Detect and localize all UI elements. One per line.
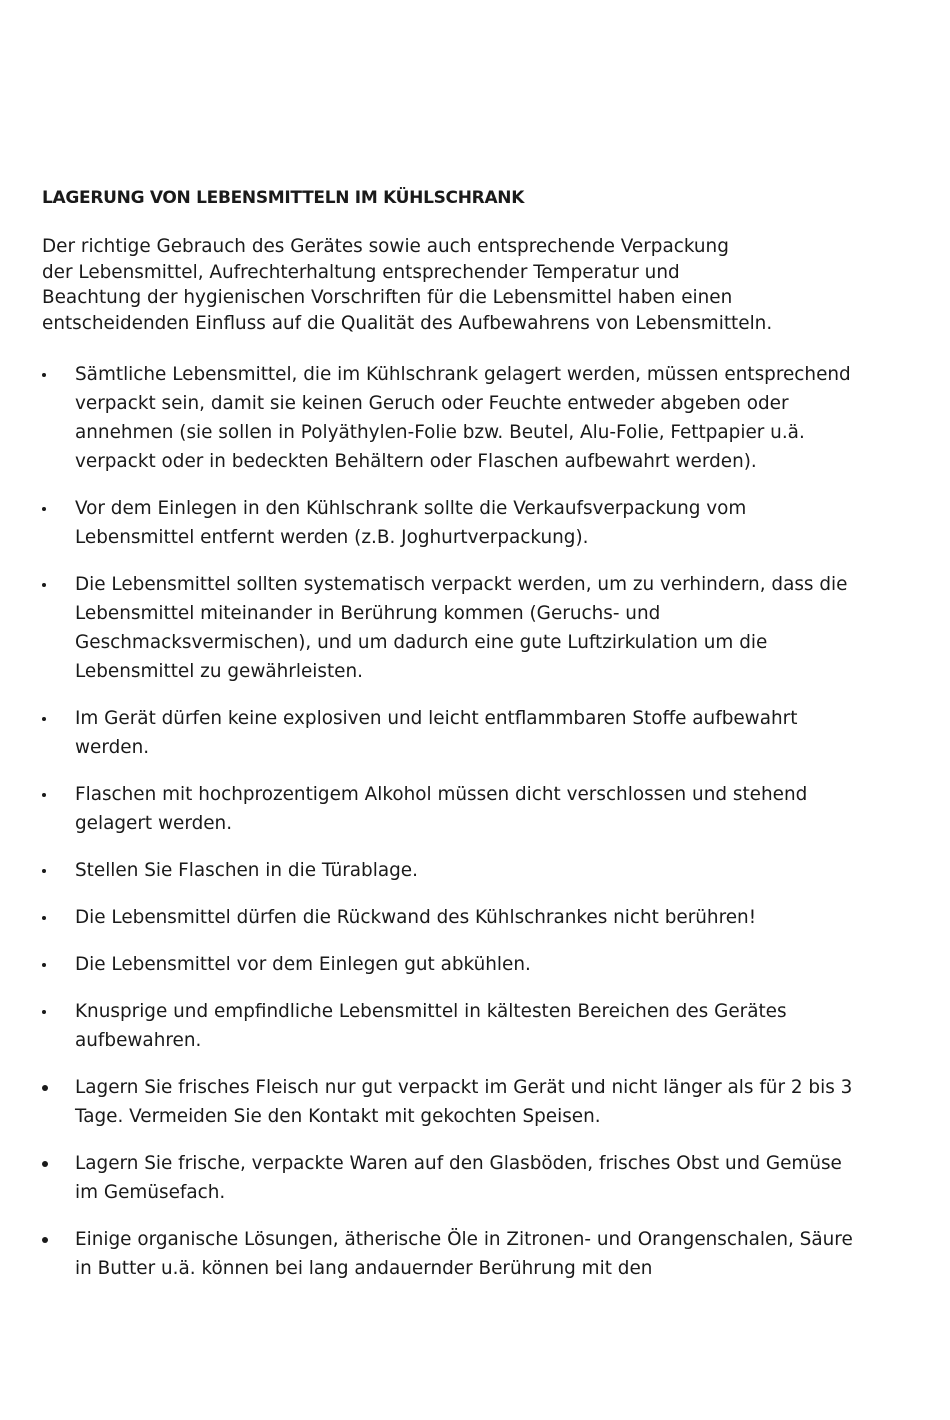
list-item — [42, 1225, 912, 1283]
list-item-text: Lagern Sie frische, verpackte Waren auf den Glasböden, frisches Obst und Gemüse im Gemüsefach. — [75, 1153, 842, 1203]
document-page — [42, 186, 912, 1301]
list-item — [42, 494, 912, 552]
bullet-icon — [42, 793, 46, 797]
list-item — [42, 903, 912, 932]
list-item — [42, 997, 912, 1055]
list-item-text: Die Lebensmittel vor dem Einlegen gut abkühlen. — [75, 954, 531, 975]
list-item-text: Vor dem Einlegen in den Kühlschrank sollte die Verkaufsverpackung vom Lebensmittel entfernt werden (z.B. Joghurtverpackung). — [75, 498, 747, 548]
section-heading: LAGERUNG VON LEBENSMITTELN IM KÜHLSCHRANK — [42, 188, 525, 208]
list-item-text: Sämtliche Lebensmittel, die im Kühlschrank gelagert werden, müssen entsprechend verpackt sein, damit sie keinen Geruch oder Feuchte entweder abgeben oder annehmen (sie sollen in Polyäthylen-Folie bzw. Beutel, Alu-Folie, Fettpapier u.ä. verpackt oder in bedeckten Behältern oder Flaschen aufbewahrt werden). — [75, 364, 851, 472]
storage-rules-list — [42, 360, 912, 1283]
list-item — [42, 950, 912, 979]
list-item — [42, 1149, 912, 1207]
list-item — [42, 570, 912, 686]
bullet-icon — [42, 507, 46, 511]
list-item — [42, 780, 912, 838]
list-item-text: Im Gerät dürfen keine explosiven und leicht entflammbaren Stoffe aufbewahrt werden. — [75, 708, 798, 758]
list-item — [42, 704, 912, 762]
bullet-icon — [42, 717, 46, 721]
bullet-icon — [42, 583, 46, 587]
list-item-text: Knusprige und empfindliche Lebensmittel in kältesten Bereichen des Gerätes aufbewahren. — [75, 1001, 787, 1051]
bullet-icon — [42, 1010, 46, 1014]
intro-paragraph: Der richtige Gebrauch des Gerätes sowie auch entsprechende Verpackung der Lebensmittel, Aufrechterhaltung entsprechender Temperatur und Beachtung der hygienischen Vorschriften für die Lebensmittel haben einen entscheidenden Einfluss auf die Qualität des Aufbewahrens von Lebensmitteln. — [42, 236, 773, 334]
list-item — [42, 1073, 912, 1131]
bullet-icon — [42, 1237, 48, 1243]
list-item-text: Stellen Sie Flaschen in die Türablage. — [75, 860, 418, 881]
list-item — [42, 360, 912, 476]
list-item — [42, 856, 912, 885]
list-item-text: Die Lebensmittel sollten systematisch verpackt werden, um zu verhindern, dass die Lebensmittel miteinander in Berührung kommen (Geruchs- und Geschmacksvermischen), und um dadurch eine gute Luftzirkulation um die Lebensmittel zu gewährleisten. — [75, 574, 848, 682]
bullet-icon — [42, 963, 46, 967]
bullet-icon — [42, 916, 46, 920]
list-item-text: Lagern Sie frisches Fleisch nur gut verpackt im Gerät und nicht länger als für 2 bis 3 Tage. Vermeiden Sie den Kontakt mit gekochten Speisen. — [75, 1077, 853, 1127]
bullet-icon — [42, 373, 46, 377]
list-item-text: Die Lebensmittel dürfen die Rückwand des Kühlschrankes nicht berühren! — [75, 907, 757, 928]
list-item-text: Flaschen mit hochprozentigem Alkohol müssen dicht verschlossen und stehend gelagert werden. — [75, 784, 808, 834]
bullet-icon — [42, 1161, 48, 1167]
bullet-icon — [42, 869, 46, 873]
bullet-icon — [42, 1085, 48, 1091]
list-item-text: Einige organische Lösungen, ätherische Öle in Zitronen- und Orangenschalen, Säure in Butter u.ä. können bei lang andauernder Berührung mit den — [75, 1229, 853, 1279]
